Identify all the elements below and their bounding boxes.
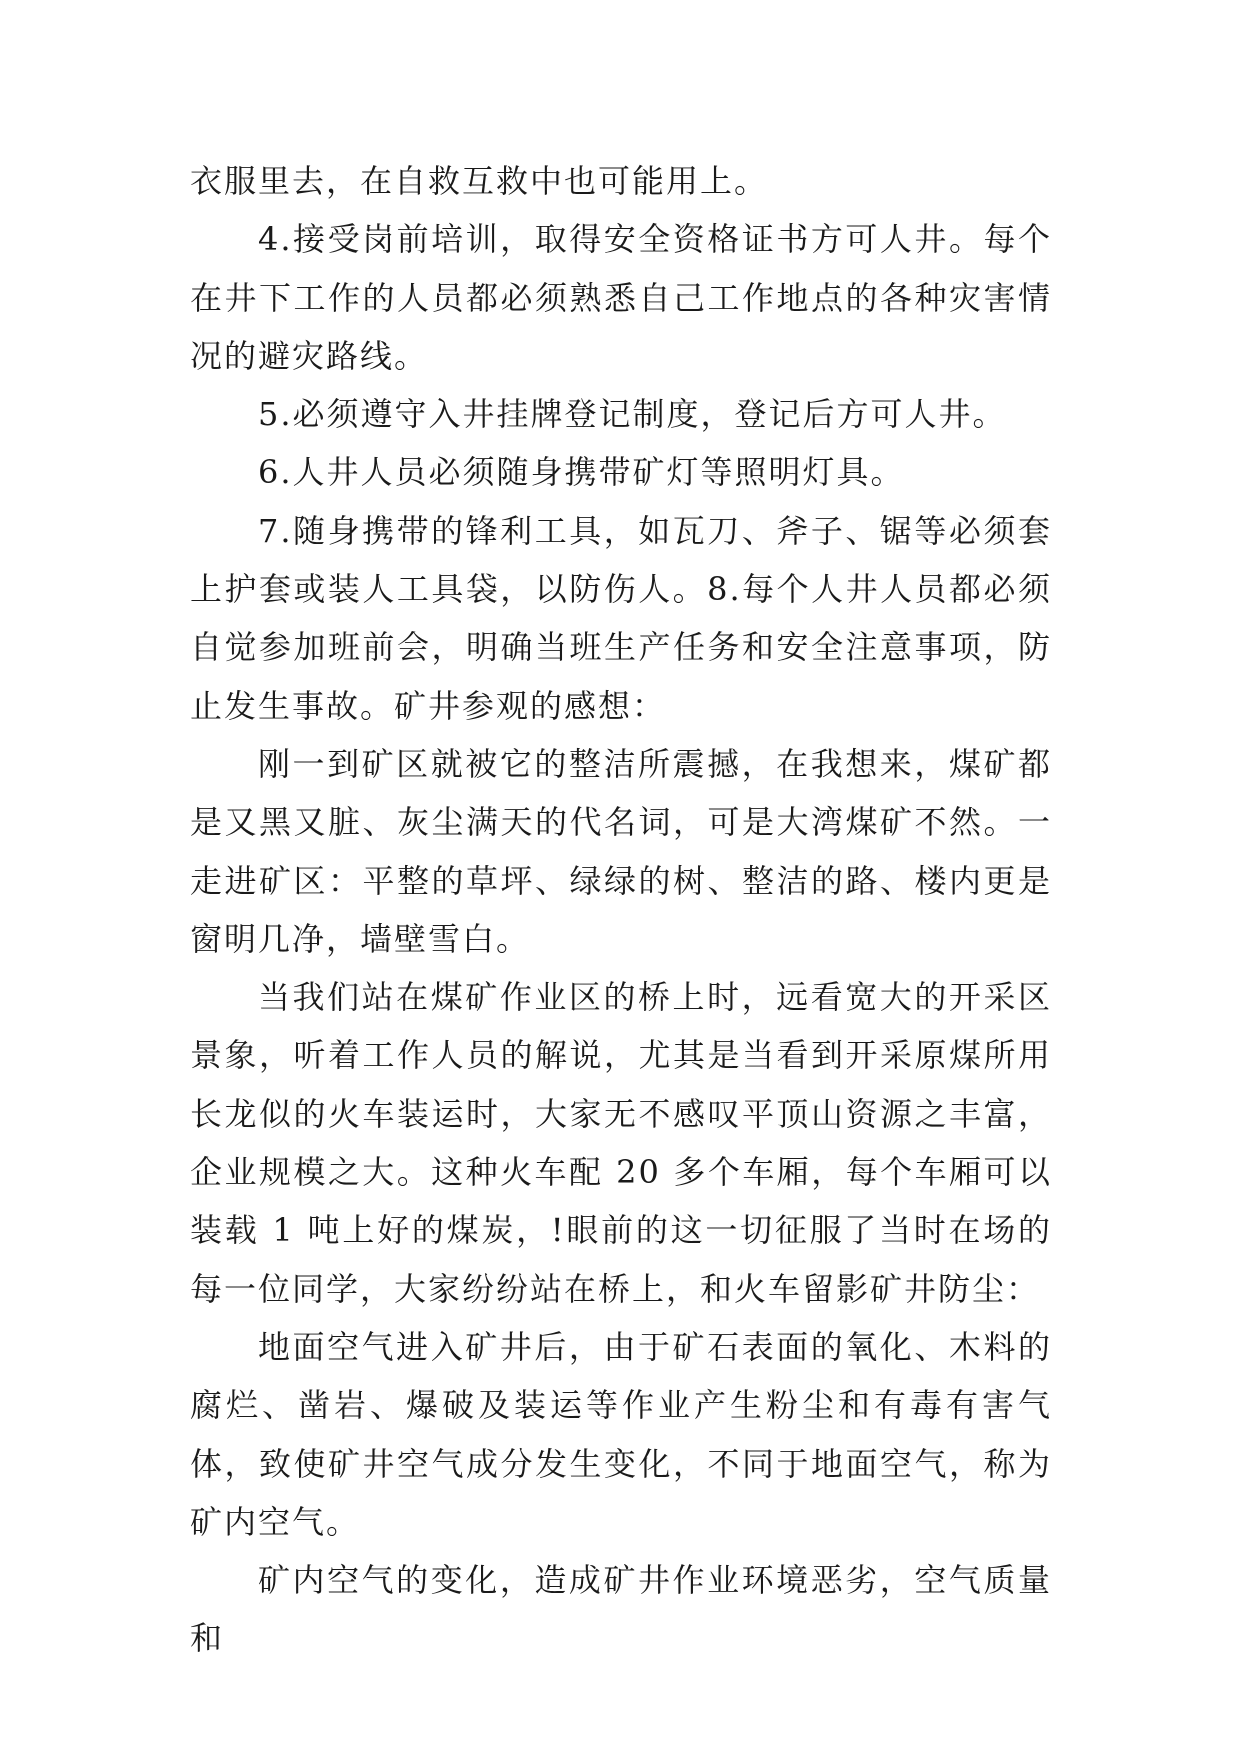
paragraph: 5.必须遵守入井挂牌登记制度，登记后方可人井。 <box>258 395 1007 434</box>
paragraph: 衣服里去，在自救互救中也可能用上。 <box>190 162 769 200</box>
paragraph: 7.随身携带的锋利工具，如瓦刀、斧子、锯等必须套上护套或装人工具袋，以防伤人。8.每个人井人员都必须自觉参加班前会，明确当班生产任务和安全注意事项，防止发生事故。矿井参观的感想： <box>190 511 1052 725</box>
paragraph: 矿内空气的变化，造成矿井作业环境恶劣，空气质量和 <box>190 1561 1052 1658</box>
paragraph: 刚一到矿区就被它的整洁所震撼，在我想来，煤矿都是又黑又脏、灰尘满天的代名词，可是大湾煤矿不然。一走进矿区：平整的草坪、绿绿的树、整洁的路、楼内更是窗明几净，墙壁雪白。 <box>190 744 1052 958</box>
body-text <box>190 152 1052 1668</box>
paragraph: 4.接受岗前培训，取得安全资格证书方可人井。每个在井下工作的人员都必须熟悉自己工作地点的各种灾害情况的避灾路线。 <box>190 220 1052 375</box>
paragraph: 当我们站在煤矿作业区的桥上时，远看宽大的开采区景象，听着工作人员的解说，尤其是当看到开采原煤所用长龙似的火车装运时，大家无不感叹平顶山资源之丰富，企业规模之大。这种火车配 20 多个车厢，每个车厢可以装载 1 吨上好的煤炭，!眼前的这一切征服了当时在场的每一位同学，大家纷纷站在桥上，和火车留影矿井防尘： <box>190 978 1052 1308</box>
paragraph: 6.人井人员必须随身携带矿灯等照明灯具。 <box>258 453 905 492</box>
paragraph: 地面空气进入矿井后，由于矿石表面的氧化、木料的腐烂、凿岩、爆破及装运等作业产生粉尘和有毒有害气体，致使矿井空气成分发生变化，不同于地面空气，称为矿内空气。 <box>190 1327 1052 1541</box>
